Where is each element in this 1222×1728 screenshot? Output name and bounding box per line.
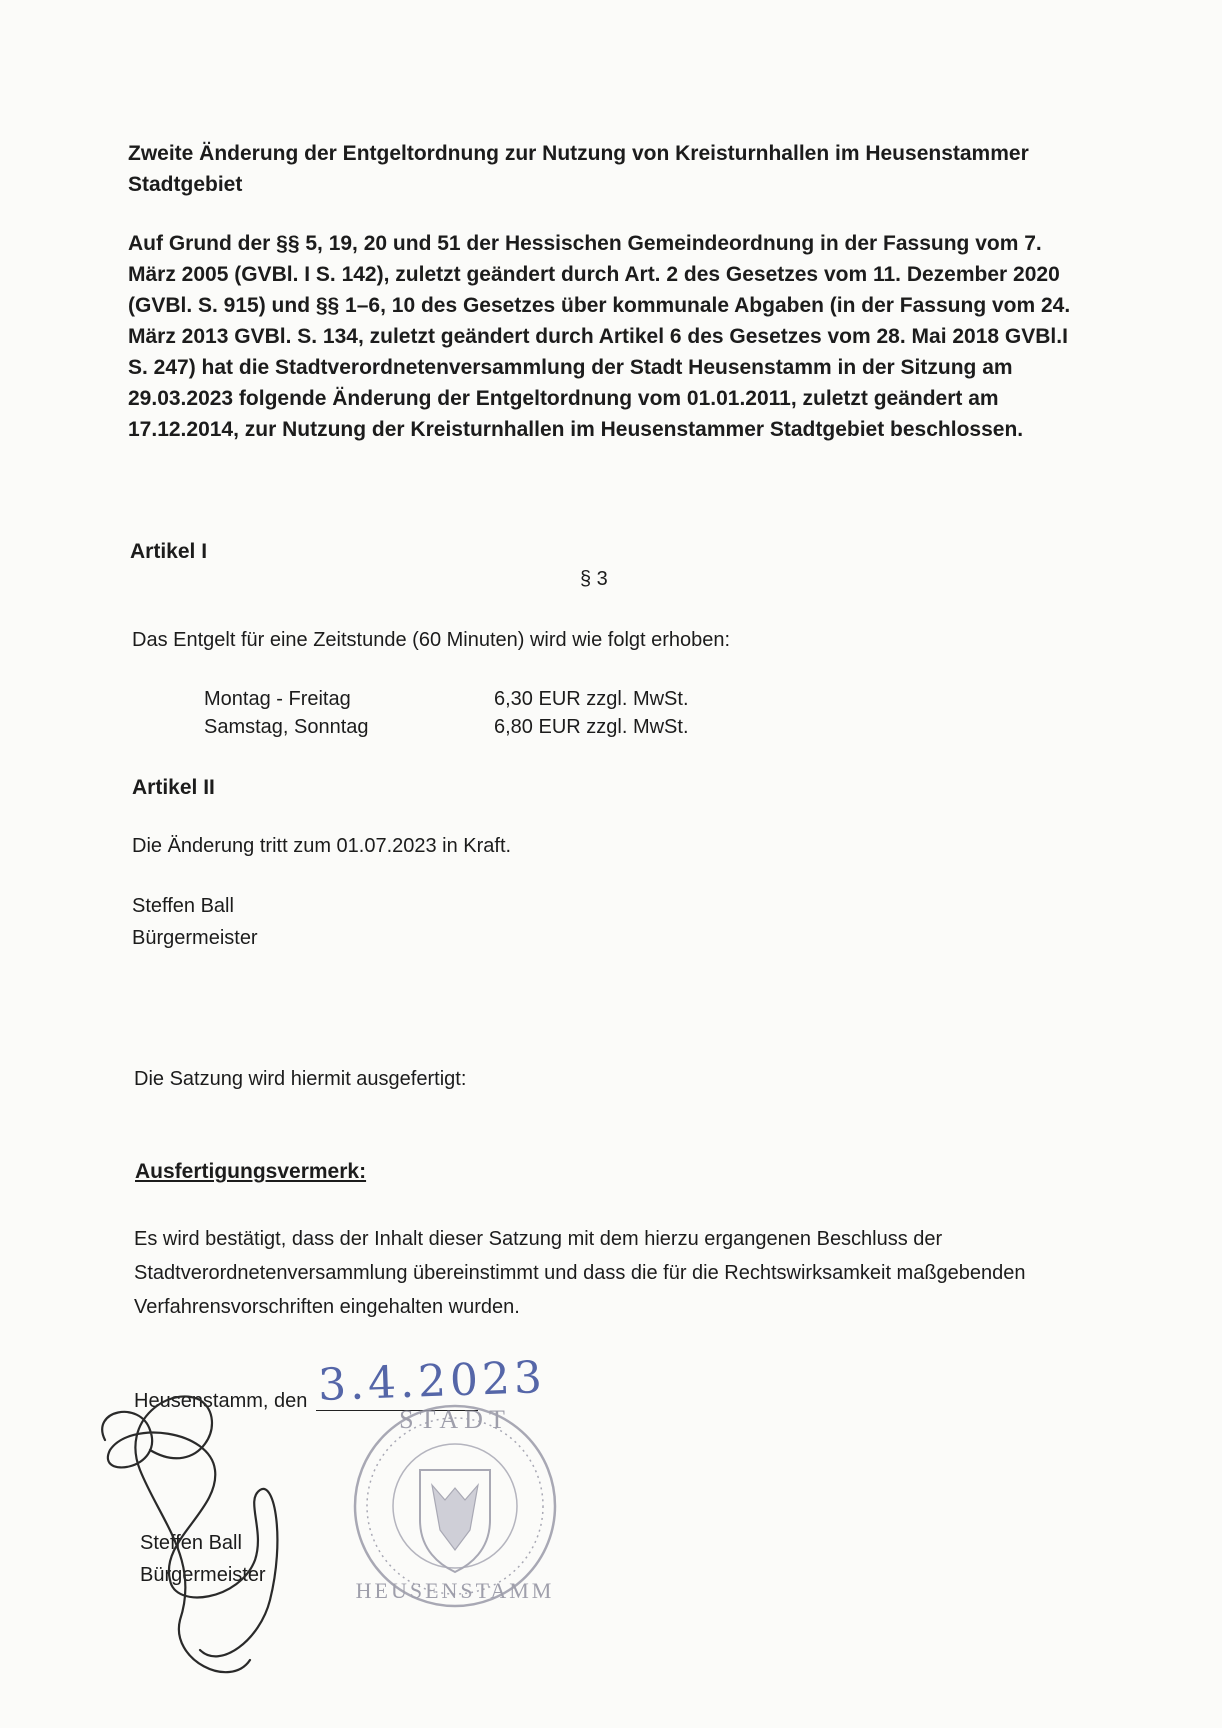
section-3-label: § 3: [580, 568, 608, 590]
fee-price: 6,80 EUR zzgl. MwSt.: [494, 716, 689, 738]
execution-note: Die Satzung wird hiermit ausgefertigt:: [134, 1068, 467, 1090]
certification-heading: Ausfertigungsvermerk:: [135, 1160, 367, 1183]
article-2-heading: Artikel II: [132, 776, 215, 799]
city-seal: [355, 1405, 555, 1606]
article-1-heading: Artikel I: [130, 540, 208, 563]
signer-role: Bürgermeister: [132, 927, 258, 949]
fee-price: 6,30 EUR zzgl. MwSt.: [494, 688, 689, 710]
document-title: Zweite Änderung der Entgeltordnung zur Nutzung von Kreisturnhallen im Heusenstammer Stadtgebiet: [128, 142, 1029, 196]
fee-days: Samstag, Sonntag: [204, 716, 369, 738]
fee-days: Montag - Freitag: [204, 688, 351, 710]
signer-name: Steffen Ball: [140, 1532, 242, 1554]
seal-text-top: STADT: [399, 1405, 511, 1434]
signer-role: Bürgermeister: [140, 1564, 266, 1586]
signer-name: Steffen Ball: [132, 895, 234, 917]
preamble-paragraph: Auf Grund der §§ 5, 19, 20 und 51 der Hessischen Gemeindeordnung in der Fassung vom 7. März 2005 (GVBl. I S. 142), zuletzt geändert durch Art. 2 des Gesetzes vom 11. Dezember 2020 (GVBl. S. 915) und §§ 1–6, 10 des Gesetzes über kommunale Abgaben (in der Fassung vom 24. März 2013 GVBl. S. 134, zuletzt geändert durch Artikel 6 des Gesetzes vom 28. Mai 2018 GVBl.I S. 247) hat die Stadtverordnetenversammlung der Stadt Heusenstamm in der Sitzung am 29.03.2023 folgende Änderung der Entgeltordnung vom 01.01.2011, zuletzt geändert am 17.12.2014, zur Nutzung der Kreisturnhallen im Heusenstammer Stadtgebiet beschlossen.: [128, 232, 1071, 441]
fee-intro: Das Entgelt für eine Zeitstunde (60 Minuten) wird wie folgt erhoben:: [132, 629, 731, 651]
certification-text: Es wird bestätigt, dass der Inhalt dieser Satzung mit dem hierzu ergangenen Beschluss der Stadtverordnetenversammlung übereinstimmt und dass die für die Rechtswirksamkeit maßgebenden Verfahrensvorschriften eingehalten wurden.: [134, 1228, 1026, 1318]
seal-text-bottom: HEUSENSTAMM: [355, 1578, 555, 1603]
place-date-label: Heusenstamm, den: [134, 1390, 308, 1412]
handwritten-date: 3.4.2023: [317, 1352, 547, 1411]
handwritten-signature: [102, 1396, 277, 1672]
effective-date-text: Die Änderung tritt zum 01.07.2023 in Kraft.: [132, 835, 512, 857]
